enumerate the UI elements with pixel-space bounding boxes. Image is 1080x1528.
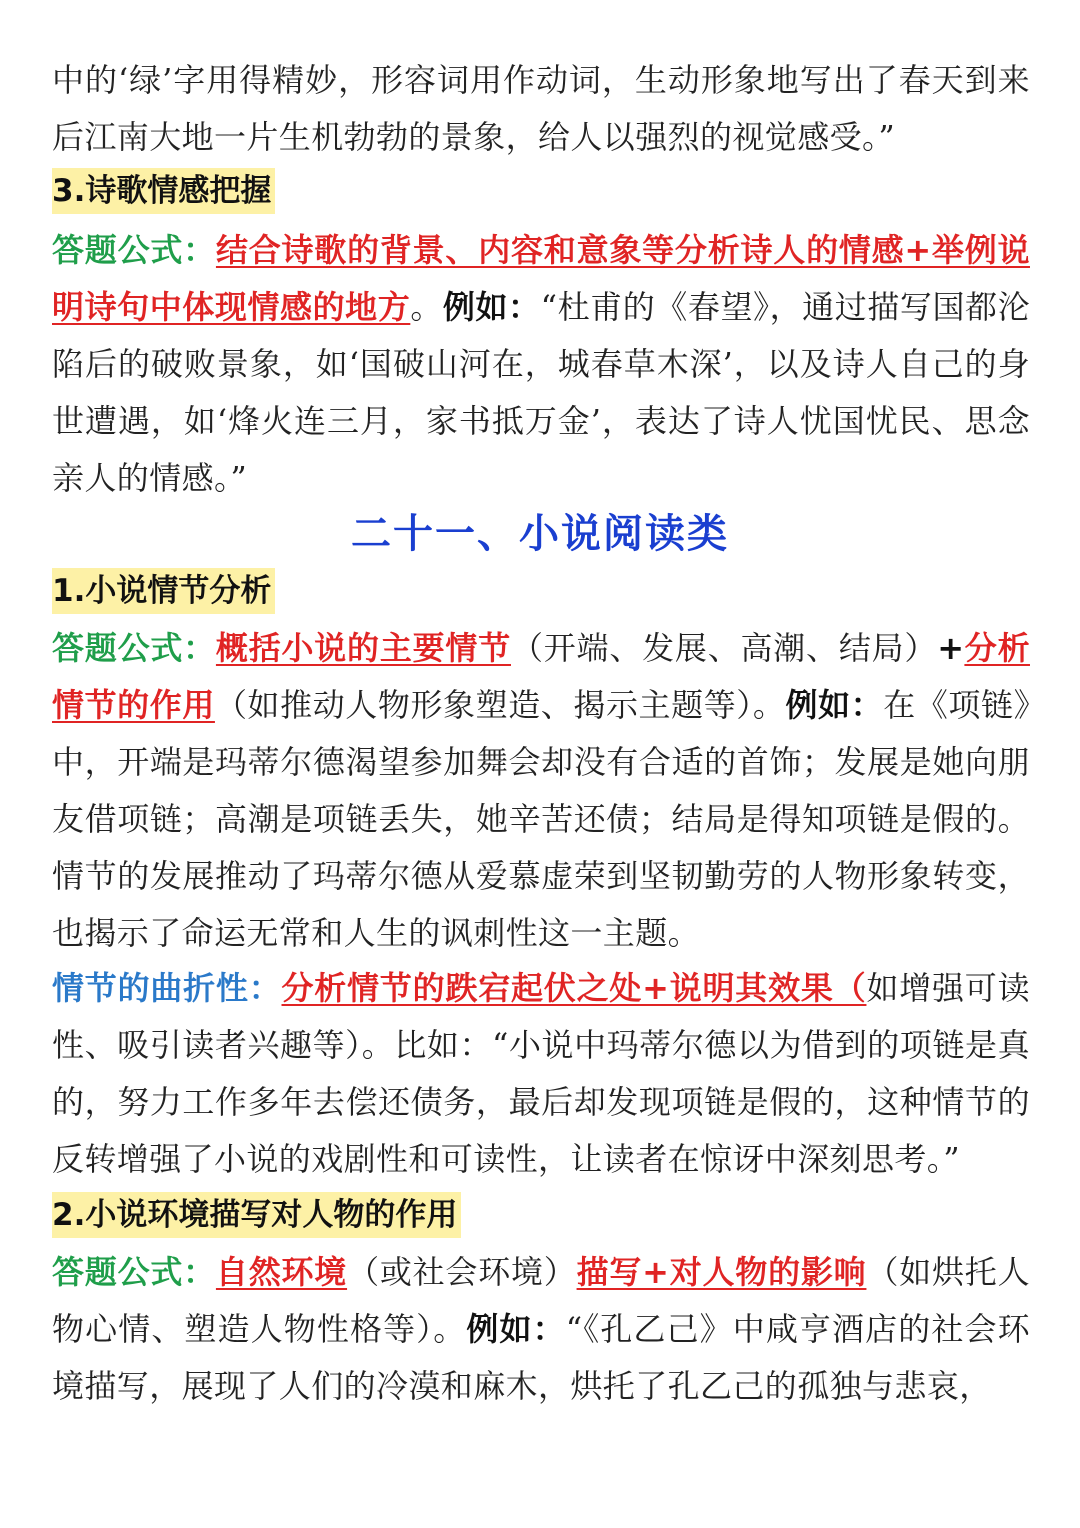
separator: 。 [410,288,443,326]
example-text: 在《项链》中，开端是玛蒂尔德渴望参加舞会却没有合适的首饰；发展是她向朋友借项链；高潮是项链丢失，她辛苦还债；结局是得知项链是假的。情节的发展推动了玛蒂尔德从爱慕虚荣到坚韧勤劳的人物形象转变，也揭示了命运无常和人生的讽刺性这一主题。 [52,686,1030,952]
example-text: “《孔乙己》中咸亨酒店的社会环境描写，展现了人们的冷漠和麻木，烘托了孔乙己的孤独与悲哀， [52,1310,1030,1405]
formula-label: 答题公式： [52,231,216,269]
rest-text: 如增强可读性、吸引读者兴趣等）。比如：“小说中玛蒂尔德以为借到的项链是真的，努力工作多年去偿还债务，最后却发现项链是假的，这种情节的反转增强了小说的戏剧性和可读性，让读者在惊讶中深刻思考。” [52,969,1030,1178]
paragraph-text: 中的‘绿’字用得精妙，形容词用作动词，生动形象地写出了春天到来后江南大地一片生机勃勃的景象，给人以强烈的视觉感受。” [52,61,1030,156]
formula-text-b: 分析情节的作用 [52,629,1030,724]
formula-text: 分析情节的跌宕起伏之处+说明其效果（ [281,969,867,1007]
example-label: 例如： [785,686,884,724]
paragraph-environment [52,1244,1030,1415]
formula-text-b: 描写+对人物的影响 [576,1253,867,1291]
formula-label: 答题公式： [52,1253,216,1291]
heading-label: 3.诗歌情感把握 [52,168,275,214]
formula-note-b: （如烘托人物心情、塑造人物性格等）。 [52,1253,1030,1348]
paragraph-poem-emotion [52,222,1030,507]
heading-poem-emotion [52,168,1030,214]
formula-note-b: （如推动人物形象塑造、揭示主题等）。 [214,686,786,724]
example-label: 例如： [466,1310,566,1348]
formula-text: 结合诗歌的背景、内容和意象等分析诗人的情感+举例说明诗句中体现情感的地方 [52,231,1030,326]
formula-note-a: （开端、发展、高潮、结局） [510,629,938,667]
example-label: 例如： [442,288,541,326]
heading-label: 1.小说情节分析 [52,568,275,614]
paragraph-plot-twists [52,960,1030,1188]
paragraph-plot-analysis [52,620,1030,962]
formula-note-a: （或社会环境） [347,1253,577,1291]
example-text: “杜甫的《春望》，通过描写国都沦陷后的破败景象，如‘国破山河在，城春草木深’，以及诗人自己的身世遭遇，如‘烽火连三月，家书抵万金’，表达了诗人忧国忧民、思念亲人的情感。” [52,288,1031,497]
formula-text-a: 概括小说的主要情节 [215,629,511,667]
twist-label: 情节的曲折性： [52,969,282,1007]
heading-environment [52,1192,1030,1238]
paragraph-poem-imagery-example [52,52,1030,166]
section-title: 二十一、小说阅读类 [351,510,729,557]
plus-sign: + [937,629,965,667]
formula-label: 答题公式： [52,629,216,667]
formula-text-a: 自然环境 [215,1253,348,1291]
heading-plot-analysis [52,568,1030,614]
heading-label: 2.小说环境描写对人物的作用 [52,1192,461,1238]
